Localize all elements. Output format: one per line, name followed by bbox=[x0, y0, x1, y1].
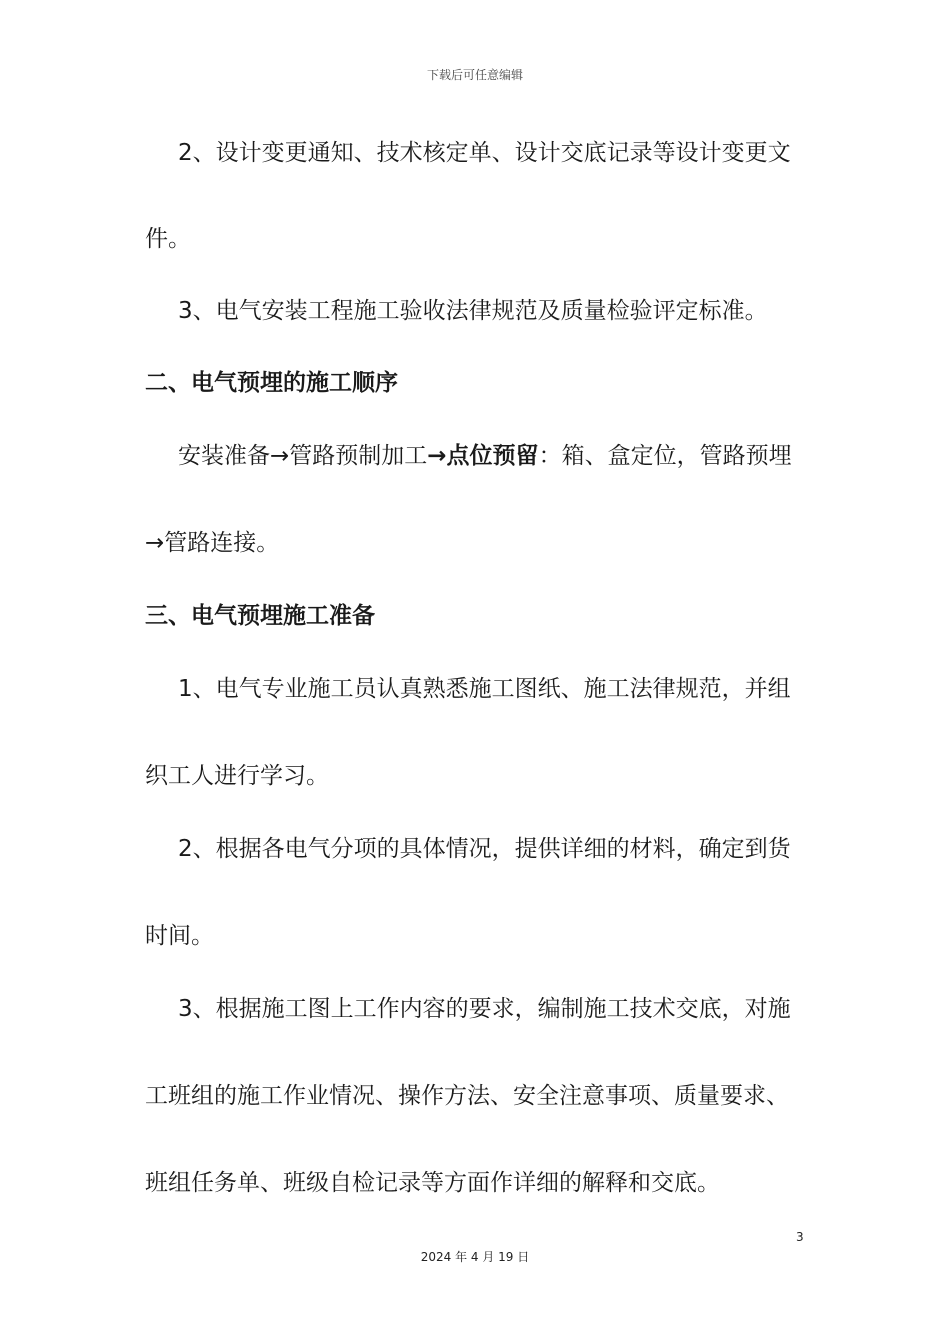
body-line: 1、电气专业施工员认真熟悉施工图纸、施工法律规范，并组 bbox=[178, 676, 791, 702]
text-segment: ：箱、盒定位，管路预埋 bbox=[538, 443, 792, 469]
body-line: 2、根据各电气分项的具体情况，提供详细的材料，确定到货 bbox=[178, 836, 791, 862]
page-header: 下载后可任意编辑 bbox=[426, 68, 523, 82]
body-line: 工班组的施工作业情况、操作方法、安全注意事项、质量要求、 bbox=[145, 1083, 789, 1109]
body-line: 2、设计变更通知、技术核定单、设计交底记录等设计变更文 bbox=[178, 140, 791, 166]
section-heading: 二、电气预埋的施工顺序 bbox=[145, 370, 398, 396]
text-segment: →管路预制加工 bbox=[270, 443, 428, 469]
body-line: 时间。 bbox=[145, 923, 214, 949]
bold-text-segment: →点位预留 bbox=[427, 443, 539, 469]
body-line-sequence bbox=[178, 441, 807, 471]
page-number: 3 bbox=[796, 1230, 804, 1244]
body-line: 织工人进行学习。 bbox=[145, 763, 329, 789]
section-heading: 三、电气预埋施工准备 bbox=[145, 603, 375, 629]
footer-date: 2024 年 4 月 19 日 bbox=[420, 1250, 530, 1264]
text-segment: 安装准备 bbox=[178, 443, 270, 469]
body-line: 班组任务单、班级自检记录等方面作详细的解释和交底。 bbox=[145, 1170, 720, 1196]
body-line: 3、电气安装工程施工验收法律规范及质量检验评定标准。 bbox=[178, 298, 768, 324]
body-line: →管路连接。 bbox=[145, 530, 280, 556]
body-line: 3、根据施工图上工作内容的要求，编制施工技术交底，对施 bbox=[178, 996, 791, 1022]
body-line: 件。 bbox=[145, 226, 191, 252]
